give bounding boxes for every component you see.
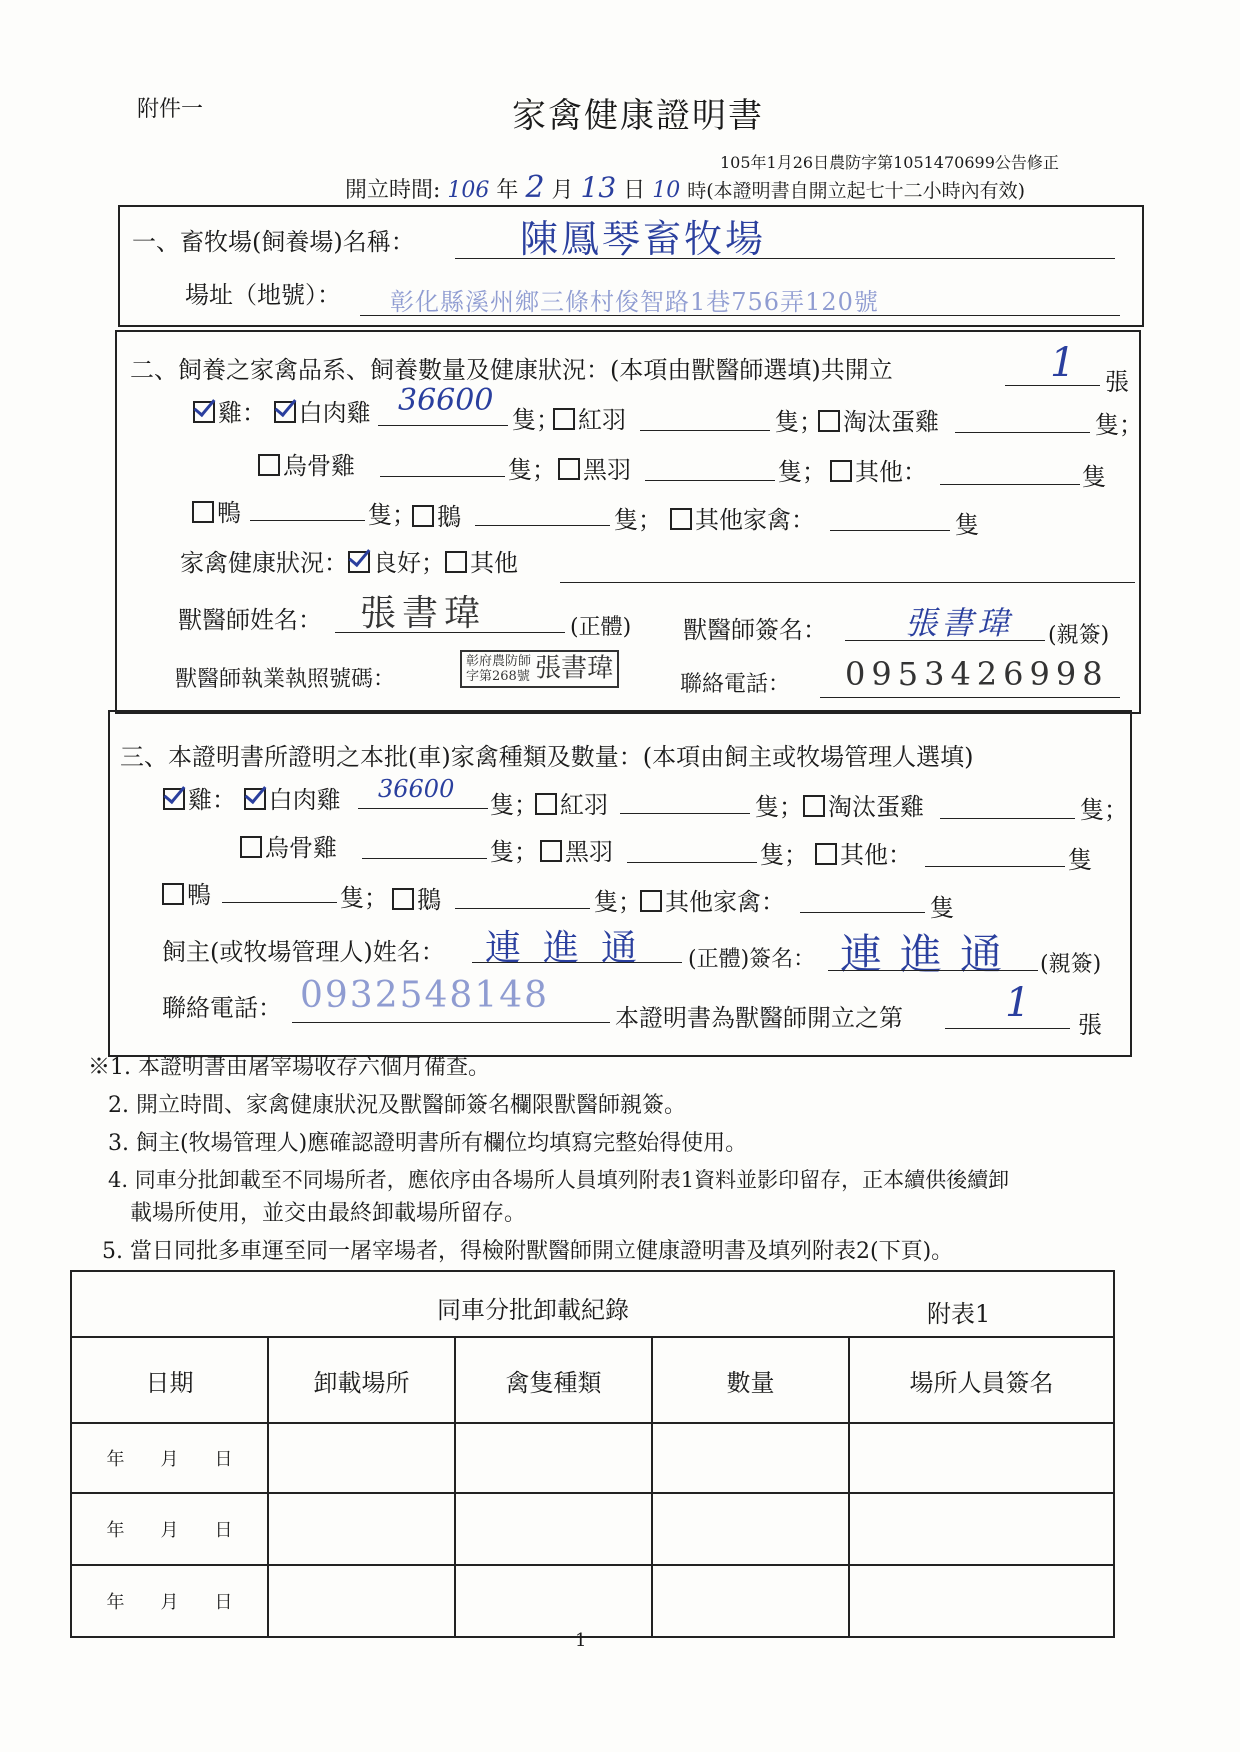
s3-culled-layer: 淘汰蛋雞 xyxy=(803,787,924,822)
note-2: 2. 開立時間、家禽健康狀況及獸醫師簽名欄限獸醫師親簽。 xyxy=(108,1093,686,1118)
issue-month: 2 xyxy=(525,170,545,205)
s2-red-unit: 隻； xyxy=(775,408,823,436)
owner-name-underline xyxy=(472,962,682,963)
s3-red-unit: 隻； xyxy=(755,793,803,821)
table-title: 同車分批卸載紀錄 xyxy=(437,1296,629,1324)
s2-goose-checkbox[interactable] xyxy=(412,505,434,527)
s2-black-checkbox[interactable] xyxy=(558,458,580,480)
s3-goose-checkbox[interactable] xyxy=(392,888,414,910)
s3-red-feather: 紅羽 xyxy=(535,785,608,820)
s3-other-checkbox[interactable] xyxy=(815,843,837,865)
address-value[interactable]: 彰化縣溪州鄉三條村俊智路1巷756弄120號 xyxy=(390,288,879,316)
s3-red-checkbox[interactable] xyxy=(535,793,557,815)
row1-species[interactable] xyxy=(455,1423,652,1493)
farm-name-label: 一、畜牧場(飼養場)名稱： xyxy=(132,228,415,256)
note-1: ※1. 本證明書由屠宰場收存六個月備查。 xyxy=(88,1055,490,1080)
amendment-note: 105年1月26日農防字第1051470699公告修正 xyxy=(720,153,1059,172)
farm-name-underline xyxy=(455,258,1115,259)
row1-quantity[interactable] xyxy=(652,1423,849,1493)
s2-red-feather: 紅羽 xyxy=(553,400,626,435)
s3-black-checkbox[interactable] xyxy=(540,840,562,862)
issued-count-underline xyxy=(945,1028,1070,1029)
vet-name-value[interactable]: 張書瑋 xyxy=(360,593,487,634)
s2-other-unit: 隻 xyxy=(1082,463,1106,491)
s2-chicken-row: 雞： 白肉雞 xyxy=(193,393,371,428)
s2-black-unit: 隻； xyxy=(778,458,826,486)
s3-culled-unit: 隻； xyxy=(1080,796,1128,824)
owner-print-sign-label: (正體)簽名： xyxy=(688,947,816,972)
sheets-unit: 張 xyxy=(1105,368,1129,396)
sheets-count[interactable]: 1 xyxy=(1050,340,1076,386)
table-header-row xyxy=(71,1337,1114,1423)
row1-location[interactable] xyxy=(268,1423,455,1493)
col-quantity: 數量 xyxy=(652,1337,849,1423)
vet-phone-underline xyxy=(820,697,1120,698)
col-signature: 場所人員簽名 xyxy=(849,1337,1114,1423)
s2-duck-underline xyxy=(250,520,365,521)
page-number: 1 xyxy=(575,1630,587,1651)
col-location: 卸載場所 xyxy=(268,1337,455,1423)
row2-species[interactable] xyxy=(455,1493,652,1565)
s3-duck: 鴨 xyxy=(162,875,211,910)
s2-other-poultry: 其他家禽： xyxy=(670,500,815,535)
vet-phone-label: 聯絡電話： xyxy=(680,672,791,697)
s2-other: 其他： xyxy=(830,452,927,487)
issue-year: 106 xyxy=(447,178,490,203)
section3-heading: 三、本證明書所證明之本批(車)家禽種類及數量：(本項由飼主或牧場管理人選填) xyxy=(120,743,974,771)
s2-goose-unit: 隻； xyxy=(614,506,662,534)
row3-signature[interactable] xyxy=(849,1565,1114,1637)
owner-phone-underline xyxy=(292,1022,610,1023)
vet-sign-note: (親簽) xyxy=(1048,623,1110,648)
vet-phone-value[interactable]: 0953426998 xyxy=(845,655,1109,693)
s2-red-feather-checkbox[interactable] xyxy=(553,408,575,430)
row2-date[interactable]: 年 月 日 xyxy=(71,1493,268,1565)
s3-other-underline xyxy=(925,866,1065,867)
table-row xyxy=(71,1493,1114,1565)
row2-quantity[interactable] xyxy=(652,1493,849,1565)
s2-goose-underline xyxy=(475,525,610,526)
s2-other-underline xyxy=(940,484,1080,485)
vet-name-label: 獸醫師姓名： xyxy=(178,606,322,634)
s3-silkie-underline xyxy=(362,858,487,859)
s2-culled-checkbox[interactable] xyxy=(818,410,840,432)
s2-other-poultry-unit: 隻 xyxy=(955,511,979,539)
s2-goose: 鵝 xyxy=(412,497,461,532)
vet-sign-value[interactable]: 張書瑋 xyxy=(905,604,1014,642)
s3-goose-underline xyxy=(455,908,590,909)
farm-name-value[interactable]: 陳鳳琴畜牧場 xyxy=(520,217,767,261)
table-title-cell xyxy=(71,1271,1114,1337)
s3-goose-unit: 隻； xyxy=(594,888,642,916)
s3-other-poultry-unit: 隻 xyxy=(930,894,954,922)
owner-sign-underline xyxy=(828,970,1038,971)
owner-phone-value[interactable]: 0932548148 xyxy=(300,975,550,1016)
s2-silkie-underline xyxy=(380,476,505,477)
s3-culled-checkbox[interactable] xyxy=(803,795,825,817)
vet-sign-underline xyxy=(845,640,1045,641)
table-row xyxy=(71,1423,1114,1493)
note-3: 3. 飼主(牧場管理人)應確認證明書所有欄位均填寫完整始得使用。 xyxy=(108,1131,748,1156)
s2-culled-underline xyxy=(955,432,1090,433)
s2-other-poultry-underline xyxy=(830,530,950,531)
col-species: 禽隻種類 xyxy=(455,1337,652,1423)
s2-black-underline xyxy=(645,480,775,481)
s2-silkie: 烏骨雞 xyxy=(258,446,355,481)
address-underline xyxy=(360,315,1120,316)
address-label: 場址（地號）： xyxy=(185,281,341,309)
s2-duck-unit: 隻； xyxy=(368,501,416,529)
s2-culled-layer: 淘汰蛋雞 xyxy=(818,402,939,437)
note-4: 4. 同車分批卸載至不同場所者，應依序由各場所人員填列附表1資料並影印留存，正本續供後續卸 xyxy=(108,1168,1010,1192)
issue-hour: 10 xyxy=(652,178,681,203)
s3-other: 其他： xyxy=(815,835,912,870)
vet-name-underline xyxy=(335,632,565,633)
s2-broiler-underline xyxy=(378,425,508,426)
s2-silkie-checkbox[interactable] xyxy=(258,454,280,476)
license-label: 獸醫師執業執照號碼： xyxy=(175,667,396,692)
col-date: 日期 xyxy=(71,1337,268,1423)
s3-silkie-checkbox[interactable] xyxy=(240,836,262,858)
s2-duck: 鴨 xyxy=(192,493,241,528)
s3-other-poultry-underline xyxy=(800,912,925,913)
row1-signature[interactable] xyxy=(849,1423,1114,1493)
vet-sign-label: 獸醫師簽名： xyxy=(683,616,827,644)
s2-silkie-unit: 隻； xyxy=(508,456,556,484)
s3-other-poultry: 其他家禽： xyxy=(640,882,785,917)
s2-other-poultry-checkbox[interactable] xyxy=(670,508,692,530)
row3-species[interactable] xyxy=(455,1565,652,1637)
s3-silkie-unit: 隻； xyxy=(490,838,538,866)
s2-black-feather: 黑羽 xyxy=(558,450,631,485)
s2-broiler-checkbox[interactable] xyxy=(274,401,296,423)
issued-count-label: 本證明書為獸醫師開立之第 xyxy=(615,1004,903,1032)
s3-black-unit: 隻； xyxy=(760,841,808,869)
owner-phone-label: 聯絡電話： xyxy=(162,994,282,1022)
s2-health-row: 家禽健康狀況： 良好； 其他 xyxy=(180,549,518,577)
owner-name-label: 飼主(或牧場管理人)姓名： xyxy=(162,938,445,966)
s2-health-good-checkbox[interactable] xyxy=(348,551,370,573)
issued-count-value[interactable]: 1 xyxy=(1005,980,1031,1026)
s2-broiler-unit: 隻； xyxy=(512,406,560,434)
s2-other-checkbox[interactable] xyxy=(830,460,852,482)
s2-chicken-checkbox[interactable] xyxy=(193,401,215,423)
s3-broiler-qty[interactable]: 36600 xyxy=(378,775,455,803)
row3-quantity[interactable] xyxy=(652,1565,849,1637)
s2-health-underline xyxy=(560,582,1135,583)
s2-red-underline xyxy=(640,430,770,431)
s3-other-poultry-checkbox[interactable] xyxy=(640,890,662,912)
vet-name-print-note: (正體) xyxy=(570,615,632,640)
s3-goose: 鵝 xyxy=(392,880,441,915)
s2-health-other-checkbox[interactable] xyxy=(445,551,467,573)
table-row xyxy=(71,1565,1114,1637)
row1-date[interactable]: 年 月 日 xyxy=(71,1423,268,1493)
license-stamp: 彰府農防師 字第268號 張書瑋 xyxy=(460,650,619,688)
attachment-label: 附件一 xyxy=(137,97,204,122)
s3-duck-unit: 隻； xyxy=(340,884,388,912)
document-title: 家禽健康證明書 xyxy=(512,96,764,136)
owner-sign-note: (親簽) xyxy=(1040,952,1102,977)
s3-duck-underline xyxy=(222,902,337,903)
table-tag: 附表1 xyxy=(927,1300,991,1328)
s3-chicken-checkbox[interactable] xyxy=(163,788,185,810)
s2-broiler-qty[interactable]: 36600 xyxy=(398,383,494,418)
note-5: 5. 當日同批多車運至同一屠宰場者，得檢附獸醫師開立健康證明書及填列附表2(下頁)。 xyxy=(102,1239,954,1264)
sheets-underline xyxy=(1005,385,1100,386)
row2-signature[interactable] xyxy=(849,1493,1114,1565)
row2-location[interactable] xyxy=(268,1493,455,1565)
row3-location[interactable] xyxy=(268,1565,455,1637)
row3-date[interactable]: 年 月 日 xyxy=(71,1565,268,1637)
issued-count-unit: 張 xyxy=(1078,1011,1102,1039)
s3-broiler-checkbox[interactable] xyxy=(244,788,266,810)
s3-red-underline xyxy=(620,813,750,814)
unload-record-table xyxy=(70,1270,1115,1638)
s3-silkie: 烏骨雞 xyxy=(240,828,337,863)
s2-duck-checkbox[interactable] xyxy=(192,501,214,523)
issue-day: 13 xyxy=(580,171,617,204)
s3-chicken-row: 雞： 白肉雞 xyxy=(163,780,341,815)
s3-broiler-underline xyxy=(358,808,488,809)
owner-sign-value[interactable]: 連進通 xyxy=(840,930,1021,979)
owner-name-value[interactable]: 連進通 xyxy=(485,928,660,969)
s3-duck-checkbox[interactable] xyxy=(162,883,184,905)
s3-other-unit: 隻 xyxy=(1068,846,1092,874)
section2-heading: 二、飼養之家禽品系、飼養數量及健康狀況：(本項由獸醫師選填)共開立 xyxy=(130,356,893,384)
s3-culled-underline xyxy=(940,818,1075,819)
s2-culled-unit: 隻； xyxy=(1095,411,1143,439)
note-4-cont: 載場所使用，並交由最終卸載場所留存。 xyxy=(130,1201,527,1226)
s3-black-underline xyxy=(627,862,757,863)
s3-broiler-unit: 隻； xyxy=(490,791,538,819)
s3-black-feather: 黑羽 xyxy=(540,832,613,867)
issue-time-row: 開立時間: 106 年 2 月 13 日 10 時(本證明書自開立起七十二小時內有效) xyxy=(345,170,1026,205)
